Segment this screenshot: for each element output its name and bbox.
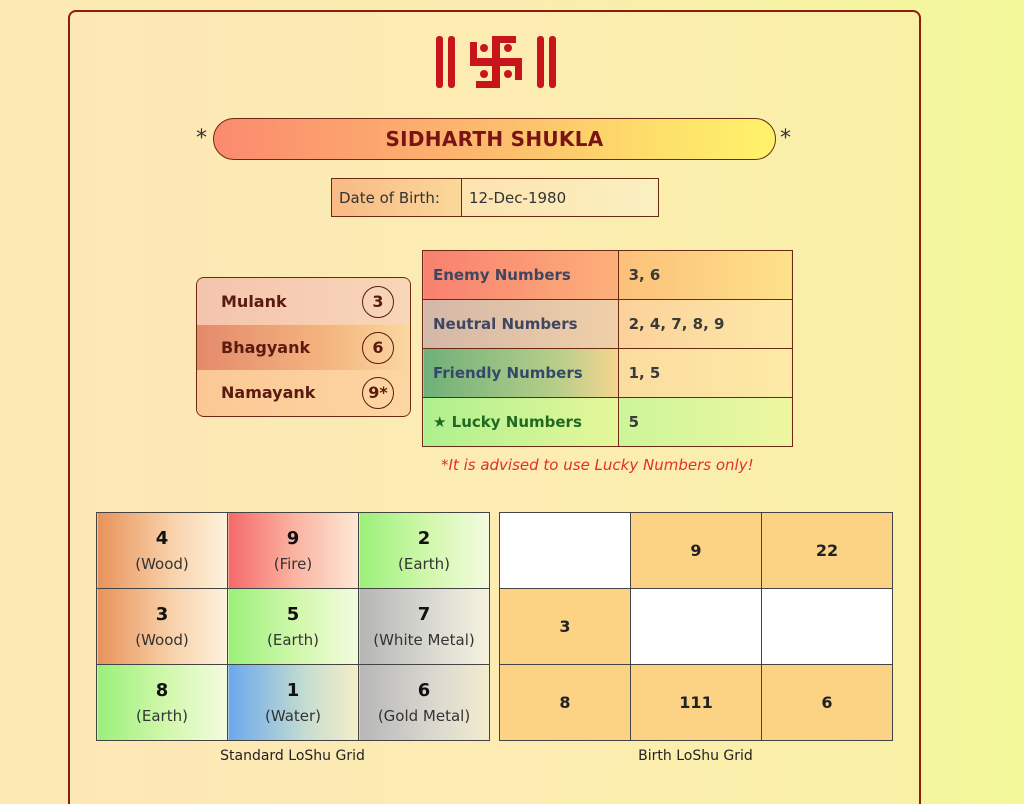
grid-cell: 3 bbox=[500, 589, 631, 665]
grid-cell bbox=[228, 513, 359, 589]
ank-value: 6 bbox=[362, 332, 394, 364]
enemy-label: Enemy Numbers bbox=[423, 251, 619, 300]
table-row-lucky bbox=[423, 398, 793, 447]
person-name: SIDHARTH SHUKLA bbox=[213, 118, 776, 160]
ank-row-namayank bbox=[197, 370, 410, 415]
grid-row bbox=[500, 589, 893, 665]
grid-cell: 9 bbox=[631, 513, 762, 589]
cell-element: (Water) bbox=[264, 707, 322, 725]
swastik-emblem-icon bbox=[434, 30, 558, 94]
grid-cell bbox=[762, 589, 893, 665]
grid-cell bbox=[359, 513, 490, 589]
neutral-value: 2, 4, 7, 8, 9 bbox=[618, 300, 792, 349]
grid-cell bbox=[359, 589, 490, 665]
ank-label: Namayank bbox=[221, 383, 316, 402]
ank-row-bhagyank bbox=[197, 325, 410, 370]
star-right-icon: * bbox=[780, 126, 791, 151]
cell-element: (Earth) bbox=[398, 555, 450, 573]
grid-cell bbox=[97, 513, 228, 589]
grid-cell bbox=[97, 665, 228, 741]
ank-value: 9* bbox=[362, 377, 394, 409]
cell-number: 3 bbox=[155, 604, 169, 625]
cell-number: 8 bbox=[155, 680, 169, 701]
dob-label: Date of Birth: bbox=[332, 179, 462, 216]
grid-row bbox=[97, 665, 490, 741]
friendly-value: 1, 5 bbox=[618, 349, 792, 398]
enemy-value: 3, 6 bbox=[618, 251, 792, 300]
grid-cell bbox=[500, 513, 631, 589]
cell-number: 1 bbox=[286, 680, 300, 701]
dob-value: 12-Dec-1980 bbox=[462, 179, 658, 216]
ank-box bbox=[196, 277, 411, 417]
ank-label: Bhagyank bbox=[221, 338, 311, 357]
ank-row-mulank bbox=[197, 279, 410, 324]
neutral-label: Neutral Numbers bbox=[423, 300, 619, 349]
cell-number: 6 bbox=[417, 680, 431, 701]
table-row-friendly bbox=[423, 349, 793, 398]
standard-grid-caption: Standard LoShu Grid bbox=[220, 748, 365, 764]
grid-row bbox=[500, 513, 893, 589]
ank-value: 3 bbox=[362, 286, 394, 318]
cell-element: (Earth) bbox=[136, 707, 188, 725]
grid-cell bbox=[228, 589, 359, 665]
cell-element: (Wood) bbox=[135, 631, 189, 649]
advice-note: *It is advised to use Lucky Numbers only! bbox=[441, 456, 754, 474]
lucky-value: 5 bbox=[618, 398, 792, 447]
cell-number: 5 bbox=[286, 604, 300, 625]
grid-cell bbox=[631, 589, 762, 665]
cell-number: 7 bbox=[417, 604, 431, 625]
birth-loshu-grid bbox=[499, 512, 893, 741]
birth-grid-caption: Birth LoShu Grid bbox=[638, 748, 753, 764]
table-row-neutral bbox=[423, 300, 793, 349]
name-row bbox=[0, 118, 1024, 160]
star-left-icon: * bbox=[196, 126, 207, 151]
cell-element: (Earth) bbox=[267, 631, 319, 649]
grid-row bbox=[500, 665, 893, 741]
friendly-label: Friendly Numbers bbox=[423, 349, 619, 398]
cell-element: (Wood) bbox=[135, 555, 189, 573]
grid-cell: 6 bbox=[762, 665, 893, 741]
grid-cell bbox=[359, 665, 490, 741]
grid-cell: 8 bbox=[500, 665, 631, 741]
standard-loshu-grid bbox=[96, 512, 490, 741]
cell-number: 4 bbox=[155, 528, 169, 549]
date-of-birth bbox=[331, 178, 659, 217]
grid-cell: 111 bbox=[631, 665, 762, 741]
cell-element: (White Metal) bbox=[373, 631, 475, 649]
numbers-table bbox=[422, 250, 793, 447]
cell-number: 9 bbox=[286, 528, 300, 549]
table-row-enemy bbox=[423, 251, 793, 300]
lucky-label: ★ Lucky Numbers bbox=[423, 398, 619, 447]
grid-cell bbox=[228, 665, 359, 741]
grid-cell bbox=[97, 589, 228, 665]
ank-label: Mulank bbox=[221, 292, 287, 311]
grid-row bbox=[97, 589, 490, 665]
cell-number: 2 bbox=[417, 528, 431, 549]
grid-row bbox=[97, 513, 490, 589]
cell-element: (Gold Metal) bbox=[377, 707, 471, 725]
grid-cell: 22 bbox=[762, 513, 893, 589]
cell-element: (Fire) bbox=[273, 555, 313, 573]
